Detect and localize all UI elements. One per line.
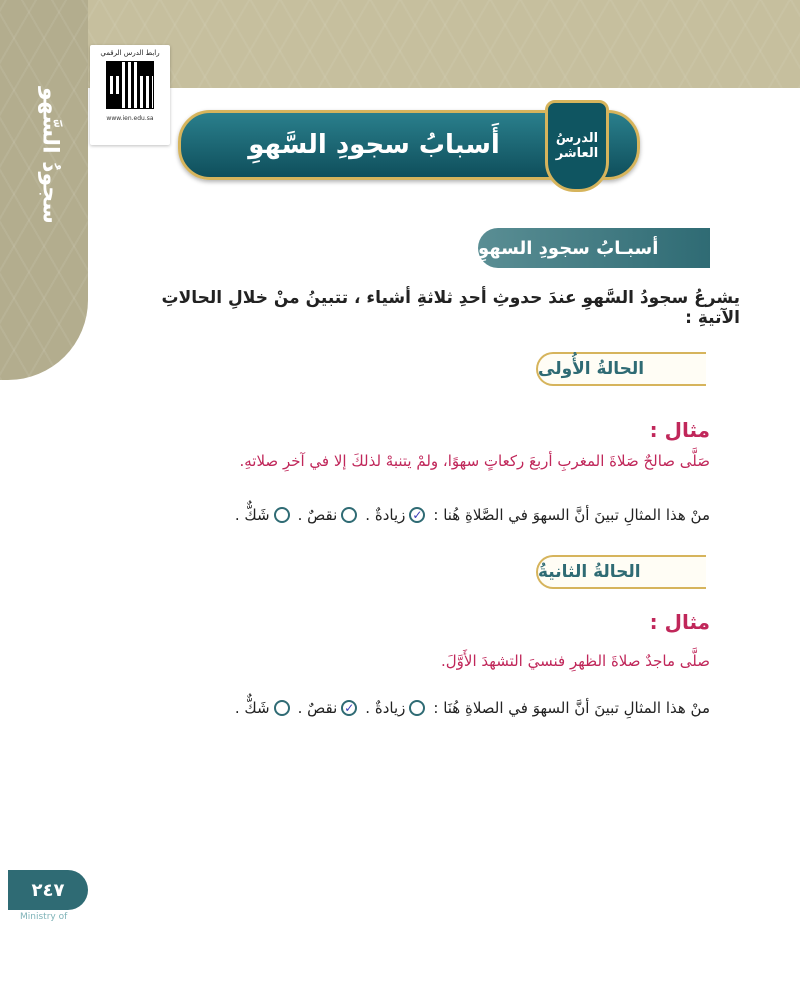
ministry-logo-text: Ministry of	[20, 912, 68, 922]
case-1-question: منْ هذا المثالِ تبينَ أنَّ السهوَ في الصَّلاةِ هُنا :	[433, 506, 710, 524]
case-2-question-row	[100, 693, 710, 723]
qr-code-icon[interactable]	[106, 61, 154, 109]
case-2-example-heading: مثال :	[649, 610, 710, 634]
check-circle-icon[interactable]: ✓	[409, 507, 425, 523]
lesson-number-badge	[545, 100, 609, 192]
lesson-title: أَسبابُ سجودِ السَّهوِ	[248, 130, 500, 160]
option-label: شَكٌّ .	[234, 699, 270, 717]
case-2-label: الحالةُ الثانيةُ	[536, 555, 706, 589]
qr-card[interactable]	[90, 45, 170, 145]
case-1-option-addition[interactable]	[365, 506, 425, 524]
case-1-label: الحالةُ الأُولى	[536, 352, 706, 386]
section-heading: أسبـابُ سجودِ السهوِ	[478, 228, 710, 268]
side-unit-title: سجودُ السَّهو	[37, 86, 63, 224]
intro-paragraph: يشرعُ سجودُ السَّهوِ عندَ حدوثِ أحدِ ثلاثةِ أشياء ، تتبينُ منْ خلالِ الحالاتِ الآتيةِ :	[161, 288, 740, 328]
check-circle-icon[interactable]: ✓	[341, 700, 357, 716]
case-2-option-doubt[interactable]	[235, 699, 290, 717]
option-label: نقصٌ .	[297, 506, 338, 524]
page-number: ٢٤٧	[8, 870, 88, 910]
option-label: زيادةٌ .	[365, 506, 406, 524]
qr-url[interactable]: www.ien.edu.sa	[106, 115, 154, 122]
option-label: زيادةٌ .	[365, 699, 406, 717]
case-1-option-doubt[interactable]	[235, 506, 290, 524]
lesson-badge-line1: الدرسُ	[555, 131, 599, 146]
empty-circle-icon[interactable]	[341, 507, 357, 523]
empty-circle-icon[interactable]	[274, 700, 290, 716]
case-1-question-row	[100, 500, 710, 530]
case-1-example-heading: مثال :	[649, 418, 710, 442]
side-decorative-band	[0, 0, 88, 380]
case-1-example-text: صَلَّى صالحٌ صَلاةَ المغربِ أربعَ ركعاتٍ سهوًا، ولمْ يتنبهْ لذلكَ إلا في آخرِ صلاتهِ.	[239, 452, 710, 470]
option-label: نقصٌ .	[297, 699, 338, 717]
case-2-option-deficiency[interactable]	[298, 699, 358, 717]
option-label: شَكٌّ .	[234, 506, 270, 524]
case-2-question: منْ هذا المثالِ تبينَ أنَّ السهوَ في الصلاةِ هُنَا :	[433, 699, 710, 717]
empty-circle-icon[interactable]	[274, 507, 290, 523]
case-2-option-addition[interactable]	[365, 699, 425, 717]
qr-caption: رابط الدرس الرقمي	[100, 49, 160, 57]
lesson-badge-line2: العاشر	[555, 146, 599, 161]
case-2-example-text: صلَّى ماجدٌ صلاةَ الظهرِ فنسيَ التشهدَ الأَوَّلَ.	[441, 652, 710, 670]
empty-circle-icon[interactable]	[409, 700, 425, 716]
case-1-option-deficiency[interactable]	[298, 506, 358, 524]
